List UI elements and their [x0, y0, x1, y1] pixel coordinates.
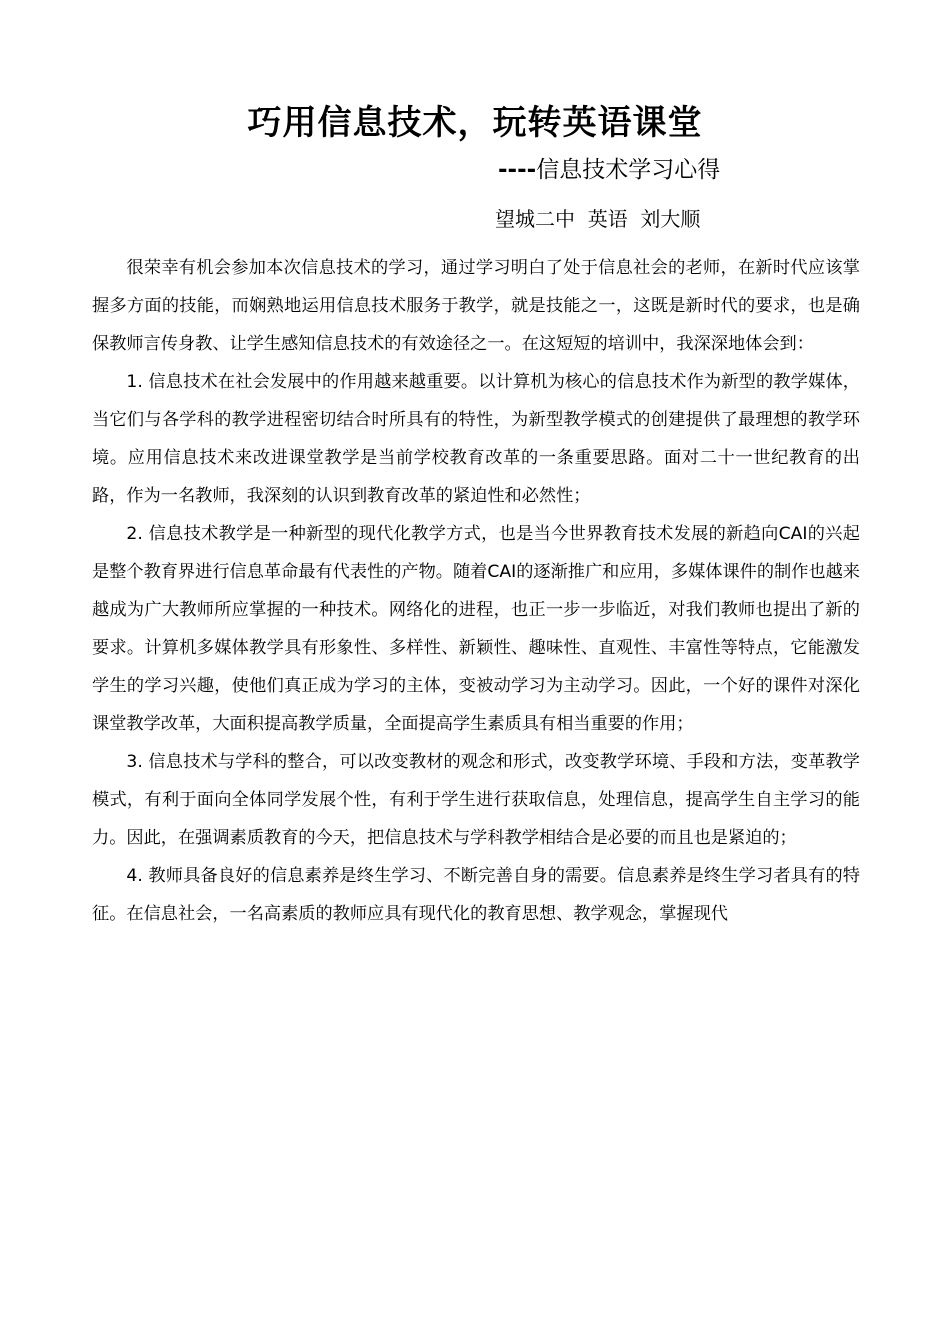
- paragraph-point-3: 3. 信息技术与学科的整合，可以改变教材的观念和形式，改变教学环境、手段和方法，变革教学模式，有利于面向全体同学发展个性，有利于学生进行获取信息，处理信息，提高学生自主学习的能力。因此，在强调素质教育的今天，把信息技术与学科教学相结合是必要的而且也是紧迫的；: [92, 752, 860, 848]
- paragraph-point-2: 2. 信息技术教学是一种新型的现代化教学方式，也是当今世界教育技术发展的新趋向CAI的兴起是整个教育界进行信息革命最有代表性的产物。随着CAI的逐渐推广和应用，多媒体课件的制作也越来越成为广大教师所应掌握的一种技术。网络化的进程，也正一步一步临近，对我们教师也提出了新的要求。计算机多媒体教学具有形象性、多样性、新颖性、趣味性、直观性、丰富性等特点，它能激发学生的学习兴趣，使他们真正成为学习的主体，变被动学习为主动学习。因此，一个好的课件对深化课堂教学改革，大面积提高教学质量，全面提高学生素质具有相当重要的作用；: [92, 524, 860, 734]
- paragraph-point-4: 4. 教师具备良好的信息素养是终生学习、不断完善自身的需要。信息素养是终生学习者具有的特征。在信息社会，一名高素质的教师应具有现代化的教育思想、教学观念，掌握现代: [92, 866, 860, 924]
- subtitle-dashes: ----: [498, 157, 537, 183]
- paragraph-intro: 很荣幸有机会参加本次信息技术的学习，通过学习明白了处于信息社会的老师，在新时代应该掌握多方面的技能，而娴熟地运用信息技术服务于教学，就是技能之一，这既是新时代的要求，也是确保教师言传身教、让学生感知信息技术的有效途径之一。在这短短的培训中，我深深地体会到：: [92, 258, 860, 354]
- paragraph-point-1: 1. 信息技术在社会发展中的作用越来越重要。以计算机为核心的信息技术作为新型的教学媒体，当它们与各学科的教学进程密切结合时所具有的特性，为新型教学模式的创建提供了最理想的教学环境。应用信息技术来改进课堂教学是当前学校教育改革的一条重要思路。面对二十一世纪教育的出路，作为一名教师，我深刻的认识到教育改革的紧迫性和必然性；: [92, 372, 860, 506]
- document-subtitle: [498, 153, 720, 187]
- subtitle-text: 信息技术学习心得: [536, 157, 721, 183]
- document-title: 巧用信息技术，玩转英语课堂: [247, 103, 703, 143]
- document-body: [92, 249, 860, 933]
- author-line: 望城二中 英语 刘大顺: [495, 207, 701, 231]
